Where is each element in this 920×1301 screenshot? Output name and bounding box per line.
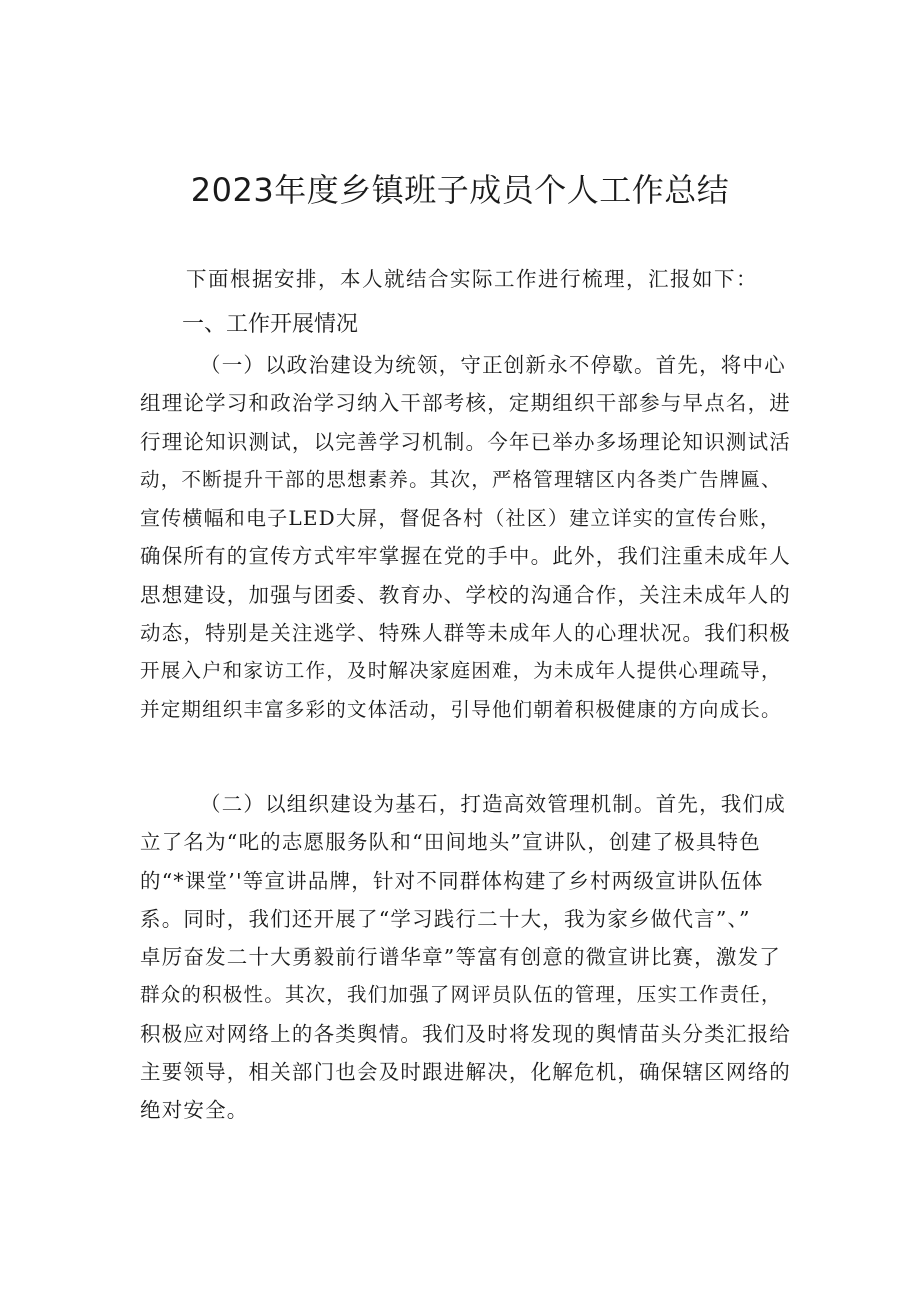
paragraph-line: 的“*课堂’'等宣讲品牌，针对不同群体构建了乡村两级宣讲队伍体 [140,868,764,893]
paragraph-line: 主要领导，相关部门也会及时跟进解决，化解危机，确保辖区网络的 [140,1060,791,1085]
paragraph-line: 行理论知识测试，以完善学习机制。今年已举办多场理论知识测试活 [140,429,791,454]
paragraph-line: （一）以政治建设为统领，守正创新永不停歇。首先，将中心 [200,353,786,377]
paragraph-line: 卓厉奋发二十大勇毅前行谱华章”等富有创意的微宣讲比赛，激发了 [140,945,781,970]
paragraph-line: 并定期组织丰富多彩的文体活动，引导他们朝着积极健康的方向成长。 [140,697,782,721]
paragraph-line: 动态，特别是关注逃学、特殊人群等未成年人的心理状况。我们积极 [140,621,791,646]
intro-paragraph: 下面根据安排，本人就结合实际工作进行梳理，汇报如下： [186,267,758,291]
paragraph-organization-building [140,785,795,1130]
paragraph-line: 开展入户和家访工作，及时解决家庭困难，为未成年人提供心理疏导， [140,659,782,683]
paragraph-line: 群众的积极性。其次，我们加强了网评员队伍的管理，压实工作责任， [140,983,782,1007]
paragraph-line: 确保所有的宣传方式牢牢掌握在党的手中。此外，我们注重未成年人 [140,544,791,569]
paragraph-line: 宣传横幅和电子LED大屏，督促各村（社区）建立详实的宣传台账， [140,506,782,531]
paragraph-line: 动，不断提升干部的思想素养。其次，严格管理辖区内各类广告牌匾、 [140,467,782,491]
paragraph-line: 立了名为“叱的志愿服务队和“田间地头”宣讲队，创建了极具特色 [140,830,761,855]
paragraph-line: 积极应对网络上的各类舆情。我们及时将发现的舆情苗头分类汇报给 [140,1021,791,1046]
paragraph-line: 绝对安全。 [140,1098,249,1123]
paragraph-line: （二）以组织建设为基石，打造高效管理机制。首先，我们成 [200,792,786,816]
section-heading: 一、工作开展情况 [182,312,359,337]
paragraph-political-building [140,346,795,729]
paragraph-line: 思想建设，加强与团委、教育办、学校的沟通合作，关注未成年人的 [140,582,791,607]
paragraph-line: 组理论学习和政治学习纳入干部考核，定期组织干部参与早点名，进 [140,391,791,416]
document-title: 2023年度乡镇班子成员个人工作总结 [190,171,730,209]
paragraph-line: 系。同时，我们还开展了“学习践行二十大，我为家乡做代言”、” [140,906,751,931]
